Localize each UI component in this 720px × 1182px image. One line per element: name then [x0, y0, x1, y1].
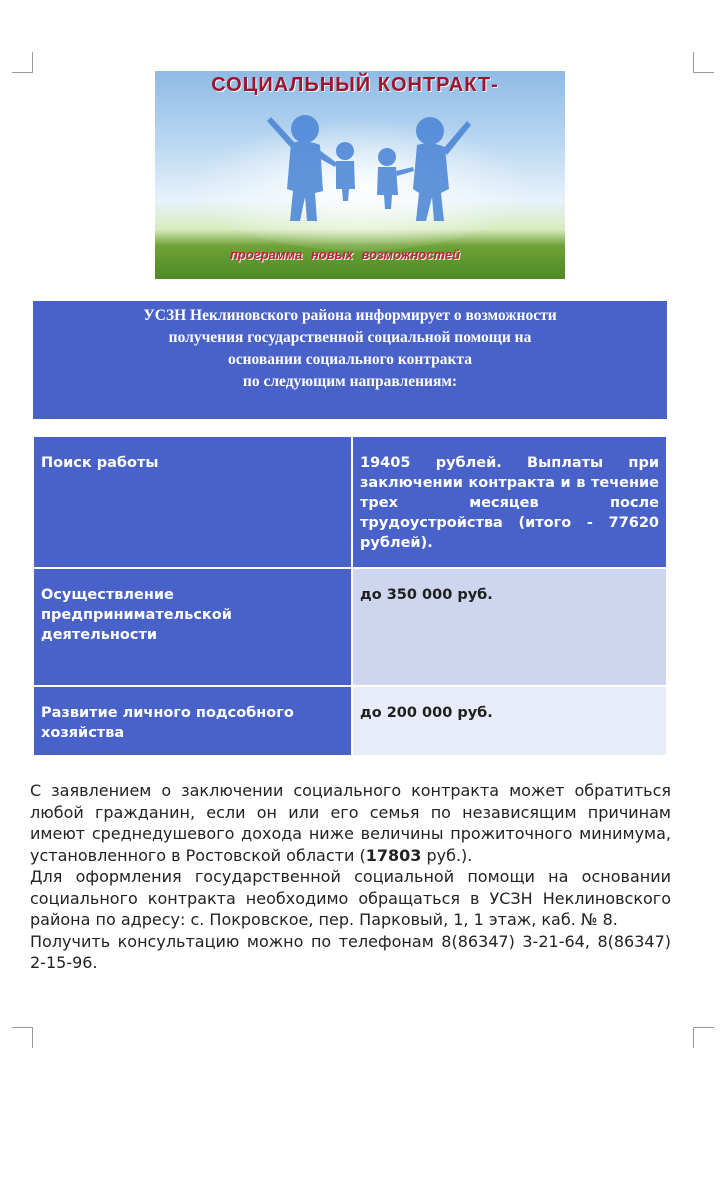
direction-cell: Поиск работы [33, 436, 352, 568]
amount-cell: до 200 000 руб. [352, 686, 667, 756]
table-row [33, 568, 667, 686]
table-row [33, 686, 667, 756]
banner-title: СОЦИАЛЬНЫЙ КОНТРАКТ- [211, 74, 499, 96]
phones-paragraph: Получить консультацию можно по телефонам 8(86347) 3-21-64, 8(86347) 2-15-96. [30, 931, 671, 972]
amount-cell: 19405 рублей. Выплаты при заключении контракта и в течение трех месяцев после трудоустройства (итого - 77620 рублей). [352, 436, 667, 568]
info-heading-line: получения государственной социальной помощи на [168, 329, 532, 346]
direction-cell: Осуществление предпринимательской деятельности [33, 568, 352, 686]
body-text [30, 780, 671, 974]
eligibility-text: С заявлением о заключении социального контракта может обратиться любой гражданин, если он или его семья по независящим причинам имеют среднедушевого дохода ниже величины прожиточного минимума, установленного в Ростовской области ( [30, 781, 671, 865]
info-heading-line: по следующим направлениям: [242, 373, 458, 390]
banner-image [155, 71, 565, 279]
banner-subtitle: программа новых возможностей [229, 247, 461, 262]
eligibility-text-end: руб.). [421, 845, 473, 865]
assistance-directions-table [32, 435, 668, 757]
subsistence-minimum-value: 17803 [365, 845, 422, 865]
page-corner-mark [693, 1027, 714, 1048]
page-corner-mark [12, 1027, 33, 1048]
direction-cell: Развитие личного подсобного хозяйства [33, 686, 352, 756]
amount-cell: до 350 000 руб. [352, 568, 667, 686]
eligibility-paragraph [30, 780, 671, 866]
page-corner-mark [693, 52, 714, 73]
info-heading-line: основании социального контракта [227, 351, 472, 368]
info-heading-box [33, 301, 667, 419]
page-corner-mark [12, 52, 33, 73]
address-paragraph: Для оформления государственной социальной помощи на основании социального контракта необходимо обращаться в УСЗН Неклиновского района по адресу: с. Покровское, пер. Парковый, 1, 1 этаж, каб. № 8. [30, 867, 671, 929]
table-row [33, 436, 667, 568]
info-heading-line: УСЗН Неклиновского района информирует о возможности [143, 307, 557, 324]
